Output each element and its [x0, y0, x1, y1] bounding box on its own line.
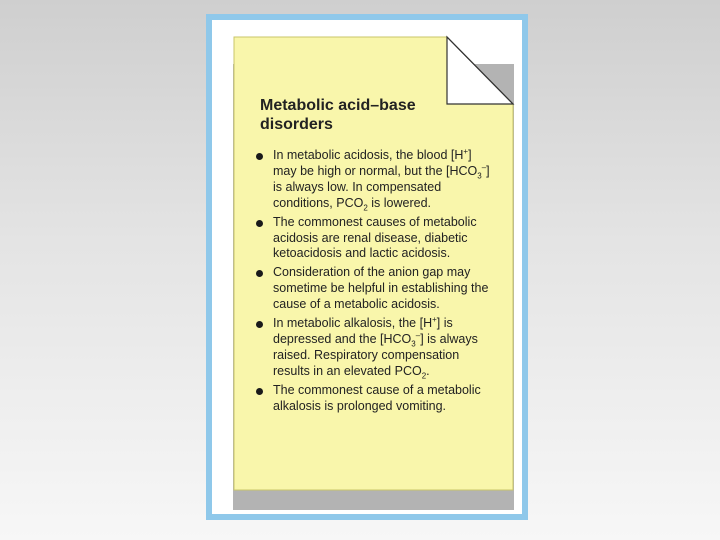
card-title	[260, 96, 496, 134]
bullet-item	[256, 148, 496, 212]
bullet-item	[256, 383, 496, 415]
superscript: +	[463, 146, 469, 156]
superscript: –	[415, 330, 421, 340]
frame-inner	[212, 20, 522, 514]
subscript: 3	[411, 339, 416, 349]
bullet-dot-icon	[256, 153, 263, 160]
subscript: 2	[421, 371, 427, 381]
card-title-line-1: Metabolic acid–base	[260, 97, 416, 114]
text: is lowered.	[367, 195, 432, 210]
text: In metabolic alkalosis, the [H	[273, 316, 433, 331]
text: Consideration of the anion gap may sometime be helpful in establishing the cause of a metabolic acidosis.	[273, 265, 489, 312]
text: The commonest causes of metabolic acidosis are renal disease, diabetic ketoacidosis and lactic acidosis.	[273, 214, 477, 261]
card-content	[256, 96, 496, 418]
subscript: 3	[477, 171, 482, 181]
subscript: 2	[363, 203, 368, 213]
text: ] is always low. In compensated conditions, PCO	[273, 163, 490, 210]
bullet-item	[256, 215, 496, 263]
superscript: –	[481, 162, 487, 172]
text: .	[426, 363, 430, 378]
bullet-dot-icon	[256, 321, 263, 328]
text: ] is depressed and the [HCO	[273, 316, 453, 346]
bullet-dot-icon	[256, 220, 263, 227]
text: ] is always raised. Respiratory compensation results in an elevated PCO	[273, 331, 478, 378]
text: ] may be high or normal, but the [HCO	[273, 148, 478, 178]
text: The commonest cause of a metabolic alkalosis is prolonged vomiting.	[273, 382, 481, 413]
bullet-item	[256, 316, 496, 380]
card-title-line-2: disorders	[260, 116, 333, 133]
bullet-dot-icon	[256, 270, 263, 277]
text: In metabolic acidosis, the blood [H	[273, 148, 464, 162]
bullet-list	[256, 148, 496, 415]
image-frame	[206, 14, 528, 520]
superscript: +	[432, 314, 437, 324]
bullet-dot-icon	[256, 388, 263, 395]
bullet-item	[256, 265, 496, 313]
